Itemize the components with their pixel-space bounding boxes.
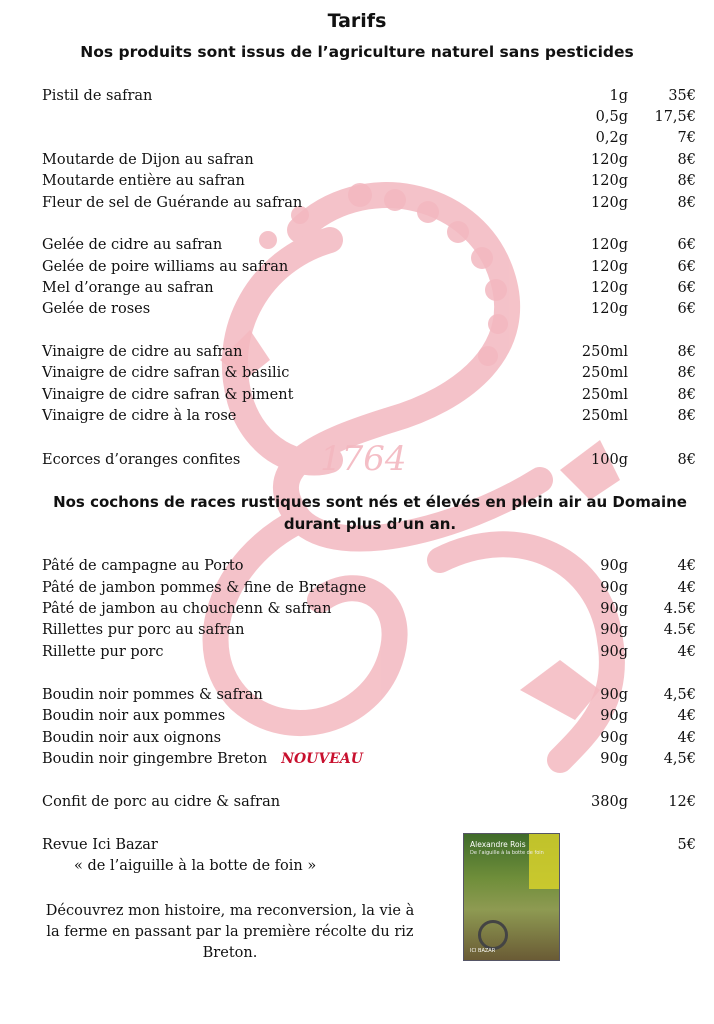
pork-product-row	[42, 728, 696, 749]
page-subtitle: Nos produits sont issus de l’agriculture naturel sans pesticides	[80, 43, 634, 61]
product-price: 7€	[677, 130, 696, 146]
product-name: Vinaigre de cidre safran & basilic	[42, 365, 290, 381]
product-qty: 90g	[600, 730, 628, 746]
revue-price: 5€	[677, 837, 696, 853]
product-name: Boudin noir aux pommes	[42, 708, 226, 724]
product-qty: 90g	[600, 580, 628, 596]
product-row	[42, 235, 696, 256]
pork-heading-line2: durant plus d’un an.	[283, 515, 457, 533]
product-name: Confit de porc au cidre & safran	[42, 794, 281, 810]
product-price: 8€	[677, 344, 696, 360]
product-row	[42, 450, 696, 471]
product-qty: 120g	[591, 259, 628, 275]
product-price: 4.5€	[663, 601, 696, 617]
product-price: 12€	[668, 794, 696, 810]
pork-section-heading	[40, 491, 700, 535]
pork-heading-line1: Nos cochons de races rustiques sont nés et élevés en plein air au Domaine	[53, 493, 687, 511]
pork-product-row	[42, 620, 696, 641]
product-row	[42, 150, 696, 171]
product-price: 4,5€	[663, 751, 696, 767]
product-row	[42, 363, 696, 384]
book-subtitle: De l’aiguille à la botte de foin	[470, 850, 544, 856]
pork-product-row	[42, 685, 696, 706]
product-row	[42, 171, 696, 192]
product-qty: 120g	[591, 173, 628, 189]
product-row	[42, 257, 696, 278]
product-name: Moutarde de Dijon au safran	[42, 152, 254, 168]
product-price: 4€	[677, 558, 696, 574]
product-price: 8€	[677, 173, 696, 189]
book-cover-image	[463, 833, 560, 961]
product-name	[42, 749, 363, 770]
product-price: 8€	[677, 408, 696, 424]
product-name-text: Boudin noir gingembre Breton	[42, 751, 268, 767]
product-price: 35€	[668, 88, 696, 104]
product-price: 4€	[677, 644, 696, 660]
product-row	[42, 406, 696, 427]
product-qty: 90g	[600, 601, 628, 617]
product-row	[42, 86, 696, 107]
product-price: 6€	[677, 280, 696, 296]
product-name: Pistil de safran	[42, 88, 153, 104]
product-name: Mel d’orange au safran	[42, 280, 214, 296]
product-name: Rillette pur porc	[42, 644, 164, 660]
product-qty: 90g	[600, 644, 628, 660]
revue-quote: « de l’aiguille à la botte de foin »	[74, 858, 317, 874]
product-qty: 90g	[600, 751, 628, 767]
product-qty: 120g	[591, 237, 628, 253]
product-price: 4.5€	[663, 622, 696, 638]
product-qty: 90g	[600, 687, 628, 703]
product-name: Gelée de poire williams au safran	[42, 259, 289, 275]
product-qty: 90g	[600, 708, 628, 724]
product-qty: 90g	[600, 558, 628, 574]
product-qty: 250ml	[581, 365, 628, 381]
product-price: 8€	[677, 452, 696, 468]
product-price: 4€	[677, 580, 696, 596]
product-row	[42, 385, 696, 406]
pork-product-row	[42, 599, 696, 620]
product-qty: 250ml	[581, 387, 628, 403]
product-name: Fleur de sel de Guérande au safran	[42, 195, 303, 211]
product-qty: 0,2g	[595, 130, 628, 146]
product-name: Gelée de roses	[42, 301, 151, 317]
product-qty: 1g	[609, 88, 628, 104]
product-row	[42, 107, 696, 128]
watermark-year: 1764	[320, 439, 407, 479]
product-row	[42, 342, 696, 363]
product-price: 8€	[677, 387, 696, 403]
product-price: 4€	[677, 708, 696, 724]
product-price: 4,5€	[663, 687, 696, 703]
product-name: Pâté de campagne au Porto	[42, 558, 244, 574]
product-price: 8€	[677, 365, 696, 381]
pork-product-row	[42, 792, 696, 813]
product-name: Vinaigre de cidre safran & piment	[42, 387, 294, 403]
product-qty: 120g	[591, 195, 628, 211]
nouveau-badge: NOUVEAU	[281, 751, 363, 767]
book-author: Alexandre Rois	[470, 840, 526, 849]
product-qty: 120g	[591, 280, 628, 296]
product-price: 4€	[677, 730, 696, 746]
product-name: Moutarde entière au safran	[42, 173, 245, 189]
pork-product-row	[42, 578, 696, 599]
book-publisher: ICI BAZAR	[470, 948, 496, 954]
product-qty: 250ml	[581, 344, 628, 360]
revue-block	[42, 835, 442, 877]
product-name: Boudin noir pommes & safran	[42, 687, 263, 703]
product-row	[42, 299, 696, 320]
product-name: Rillettes pur porc au safran	[42, 622, 245, 638]
product-qty: 120g	[591, 301, 628, 317]
product-name: Boudin noir aux oignons	[42, 730, 222, 746]
product-price: 6€	[677, 237, 696, 253]
pork-product-row	[42, 706, 696, 727]
book-cover-highlight	[529, 834, 559, 889]
product-price: 17,5€	[654, 109, 696, 125]
pork-product-row	[42, 749, 696, 770]
product-price: 8€	[677, 152, 696, 168]
product-name: Vinaigre de cidre à la rose	[42, 408, 237, 424]
page-title: Tarifs	[327, 10, 387, 32]
wheelbarrow-wheel	[478, 920, 508, 950]
product-name: Ecorces d’oranges confites	[42, 452, 241, 468]
product-price: 8€	[677, 195, 696, 211]
product-row	[42, 193, 696, 214]
pork-product-row	[42, 642, 696, 663]
product-qty: 380g	[591, 794, 628, 810]
product-qty: 0,5g	[595, 109, 628, 125]
product-qty: 100g	[591, 452, 628, 468]
revue-title: Revue Ici Bazar	[42, 837, 158, 853]
product-name: Vinaigre de cidre au safran	[42, 344, 243, 360]
product-row	[42, 278, 696, 299]
product-price: 6€	[677, 301, 696, 317]
product-qty: 250ml	[581, 408, 628, 424]
revue-description: Découvrez mon histoire, ma reconversion, la vie à la ferme en passant par la première récolte du riz Breton.	[45, 903, 415, 961]
product-qty: 90g	[600, 622, 628, 638]
product-name: Pâté de jambon pommes & fine de Bretagne	[42, 580, 367, 596]
product-name: Gelée de cidre au safran	[42, 237, 223, 253]
product-price: 6€	[677, 259, 696, 275]
product-name: Pâté de jambon au chouchenn & safran	[42, 601, 332, 617]
product-row	[42, 128, 696, 149]
product-qty: 120g	[591, 152, 628, 168]
pork-product-row	[42, 556, 696, 577]
